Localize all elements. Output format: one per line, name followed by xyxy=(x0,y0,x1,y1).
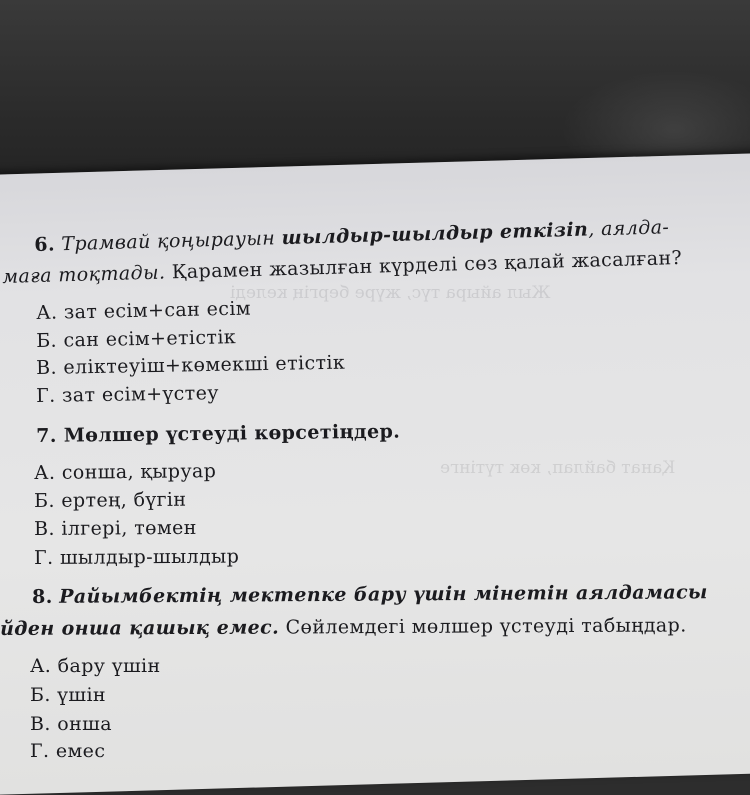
question-text: Трамвай қоңырауын xyxy=(61,227,276,256)
answer-option: Г. емес xyxy=(30,740,106,762)
question-text: Сөйлемдегі мөлшер үстеуді табыңдар. xyxy=(285,614,687,639)
question-text: Қарамен жазылған күрделі сөз қалай жасалған? xyxy=(171,247,683,284)
question-text: йден онша қашық емес. xyxy=(0,616,280,640)
question-text: Мөлшер үстеуді көрсетіңдер. xyxy=(63,420,401,447)
question-text: , аялда- xyxy=(587,216,670,241)
answer-option: В. онша xyxy=(30,713,112,735)
answer-option: Б. сан есім+етістік xyxy=(36,326,237,352)
answer-option: А. сонша, қыруар xyxy=(34,460,217,484)
answer-option: А. зат есім+сан есім xyxy=(36,297,252,324)
question-number: 6. xyxy=(34,233,56,256)
answer-option: Б. ертең, бүгін xyxy=(34,488,187,512)
bleed-through-text: Жыл айыра түс, жүре бергің келеді xyxy=(230,283,551,303)
question-text: маға тоқтады. xyxy=(2,261,166,288)
answer-option: В. ілгері, төмен xyxy=(34,516,197,540)
bleed-through-text: Қанат байлап, көк түтінге xyxy=(440,458,676,478)
question-number: 8. xyxy=(32,585,53,608)
question-8-line-1 xyxy=(32,581,708,608)
question-number: 7. xyxy=(36,424,57,447)
answer-option: Б. үшін xyxy=(30,684,106,706)
question-8-line-2 xyxy=(0,614,687,640)
question-text: Райымбектің мектепке бару үшін мінетін аялдамасы xyxy=(59,581,708,608)
answer-option: А. бару үшін xyxy=(30,655,161,677)
question-7-line xyxy=(36,421,400,447)
answer-option: В. еліктеуіш+көмекші етістік xyxy=(36,351,346,379)
answer-option: Г. шылдыр-шылдыр xyxy=(34,545,240,569)
answer-option: Г. зат есім+үстеу xyxy=(36,382,219,407)
highlighted-phrase: шылдыр-шылдыр еткізіп xyxy=(281,218,589,250)
